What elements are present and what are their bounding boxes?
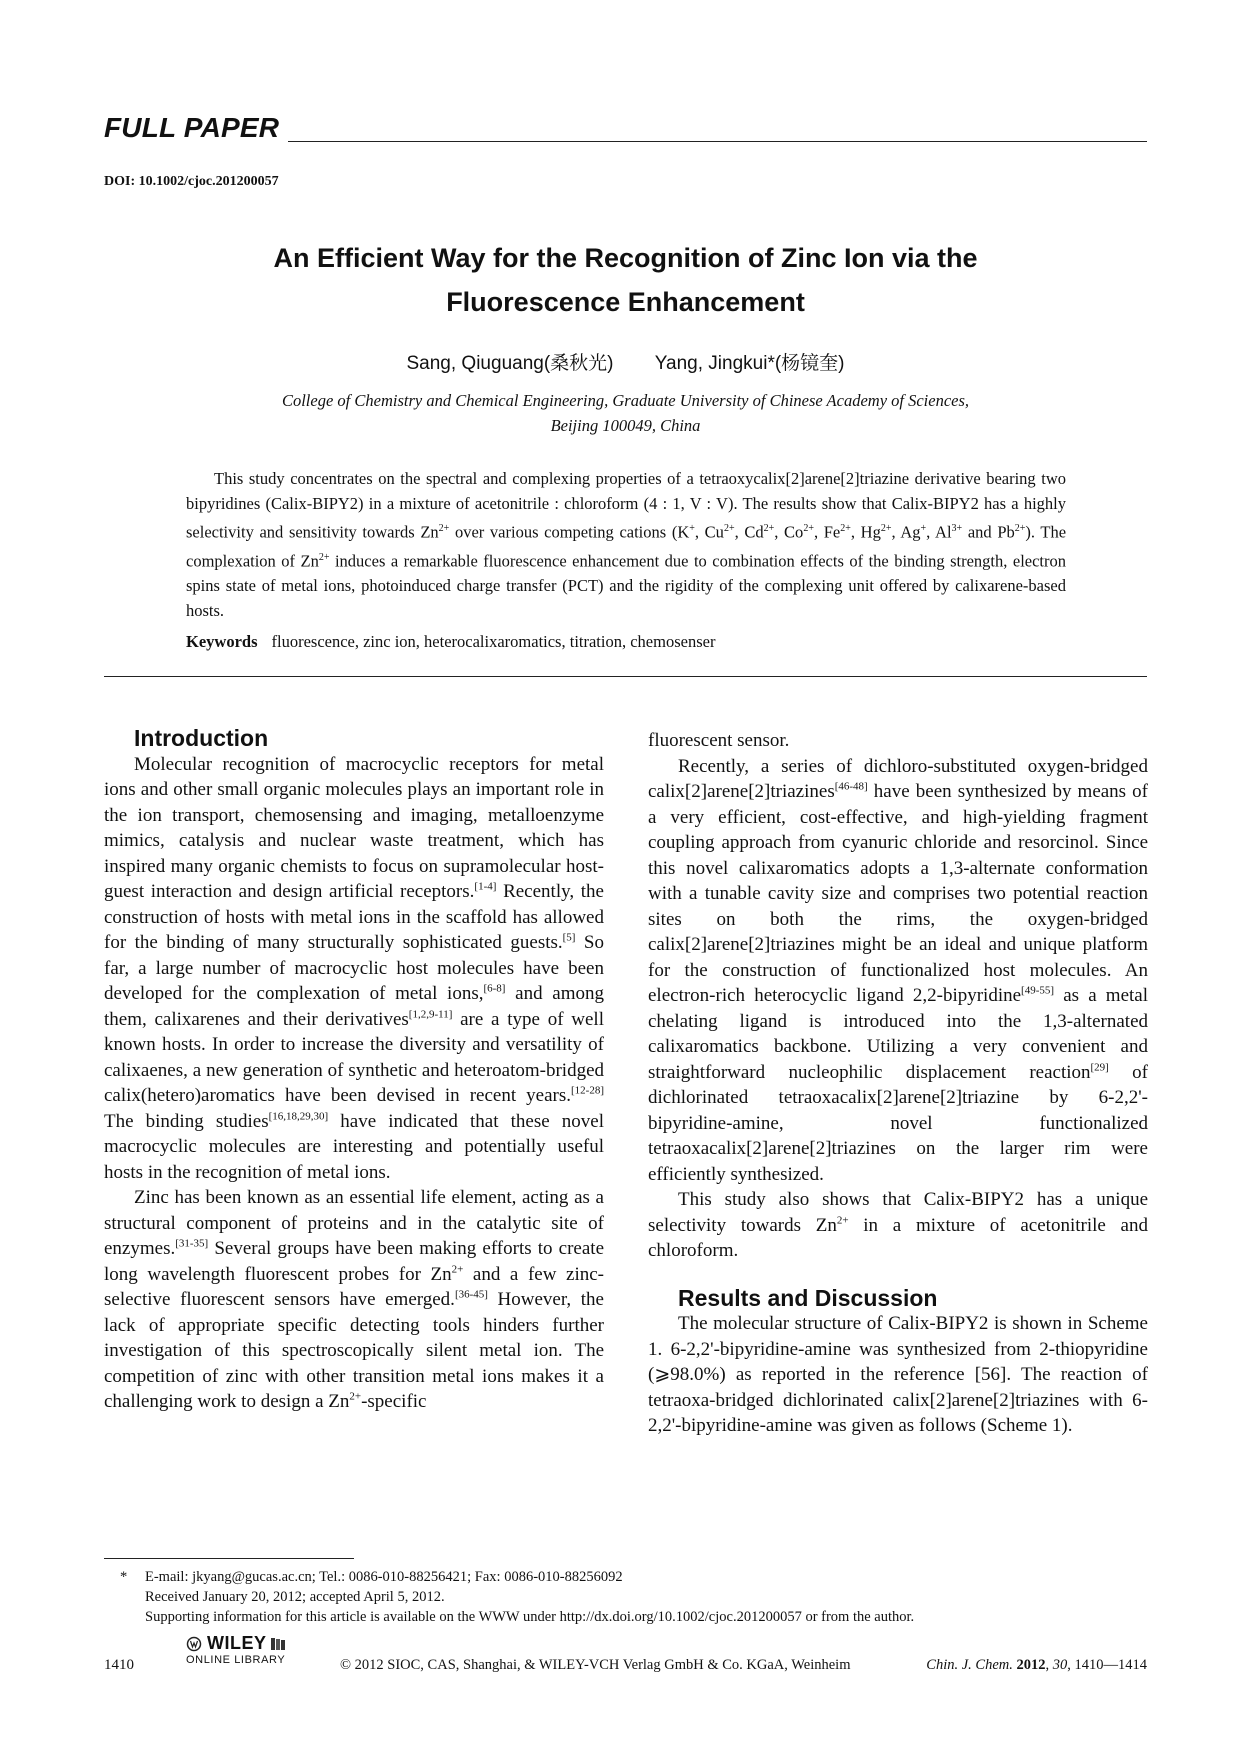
intro-heading: Introduction [134,725,269,751]
results-paragraph-1: The molecular structure of Calix-BIPY2 is shown in Scheme 1. 6-2,2'-bipyridine-amine was synthesized from 2-thiopyridine (⩾98.0%) as reported in the reference [56]. The reaction of tetraoxa-bridged dichlorinated calix[2]arene[2]triazines with 6-2,2'-bipyridine-amine was given as follows (Scheme 1). [648,1313,1148,1436]
paper-title [104,236,1147,324]
section-label: FULL PAPER [104,112,280,143]
authors [104,348,1147,375]
keywords-text: fluorescence, zinc ion, heterocalixaromatics, titration, chemosenser [271,632,716,651]
right-column [648,728,1148,1439]
continued-text: fluorescent sensor. [648,730,790,751]
right-paragraph-2: This study also shows that Calix-BIPY2 has a unique selectivity towards $Zn^{2+}$ in a mixture of acetonitrile and chloroform. [648,1189,1148,1261]
header-rule [288,141,1147,142]
abstract: This study concentrates on the spectral and complexing properties of a tetraoxycalix[2]arene[2]triazine derivative bearing two bipyridines (Calix-BIPY2) in a mixture of acetonitrile : chloroform (4 : 1, V : V). The results show that Calix-BIPY2 has a highly selectivity and sensitivity towards $Zn^{2+}$ over various competing cations (K+, $Cu^{2+}$, $Cd^{2+}$, $Co^{2+}$, $Fe^{2+}$, $Hg^{2+}$, Ag+, $Al^{3+}$ and $Pb^{2+}$). The complexation of $Zn^{2+}$ induces a remarkable fluorescence enhancement due to combination effects of the binding strength, electron spins state of metal ions, photoinduced charge transfer (PCT) and the rigidity of the complexing unit offered by calixarene-based hosts. [186,469,1067,620]
wiley-mark-icon [186,1636,204,1652]
keywords-label: Keywords [186,632,258,651]
intro-paragraph-2: Zinc has been known as an essential life element, acting as a structural component of proteins and in the catalytic site of enzymes.[31-35] Several groups have been making efforts to create long wavelength fluorescent probes for $Zn^{2+}$ and a few zinc-selective fluorescent sensors have emerged.[36-45] However, the lack of appropriate specific detecting tools hinders further investigation of this spectroscopically silent metal ion. The competition of zinc with other transition metal ions makes it a challenging work to design a $Zn^{2+}$-specific [104,1187,604,1412]
results-heading: Results and Discussion [678,1284,938,1311]
footnote-star: * [120,1569,128,1585]
intro-paragraph-1: Molecular recognition of macrocyclic receptors for metal ions and other small organic molecules plays an important role in the ion transport, chemosensing and imaging, metalloenzyme mimics, catalysis and nuclear waste treatment, which has inspired many organic chemists to focus on supramolecular host-guest interaction and design artificial receptors.[1-4] Recently, the construction of hosts with metal ions in the scaffold has allowed for the binding of many structurally sophisticated guests.[5] So far, a large number of macrocyclic host molecules have been developed for the complexation of metal ions,[6-8] and among them, calixarenes and their derivatives[1,2,9-11] are a type of well known hosts. In order to increase the diversity and versatility of calixaenes, a new generation of synthetic and heteroatom-bridged calix(hetero)aromatics have been devised in recent years.[12-28] The binding studies[16,18,29,30] have indicated that these novel macrocyclic molecules are interesting and potentially useful hosts in the recognition of metal ions. [104,753,604,1183]
affiliation [200,388,1051,438]
abstract-divider [104,676,1147,677]
footnote-received: Received January 20, 2012; accepted April 5, 2012. [145,1589,445,1605]
title-line-2: Fluorescence Enhancement [446,287,805,317]
journal-citation: Chin. J. Chem. 2012, 30, 1410—1414 [926,1657,1147,1673]
doi: DOI: 10.1002/cjoc.201200057 [104,174,279,189]
journal-header [104,112,1147,146]
footnote-rule [104,1558,354,1559]
right-paragraph-1: Recently, a series of dichloro-substituted oxygen-bridged calix[2]arene[2]triazines[46-48] have been synthesized by means of a very efficient, cost-effective, and high-yielding fragment coupling approach from cyanuric chloride and resorcinol. Since this novel calixaromatics adopts a 1,3-alternate conformation with a tunable cavity size and comprises two potential reaction sites on both the rims, the oxygen-bridged calix[2]arene[2]triazines might be an ideal and unique platform for the construction of functionalized host molecules. An electron-rich heterocyclic ligand 2,2-bipyridine[49-55] as a metal chelating ligand is introduced into the 1,3-alternated calixaromatics backbone. Utilizing a very convenient and straightforward nucleophilic displacement reaction[29] of dichlorinated tetraoxacalix[2]arene[2]triazine by 6-2,2'-bipyridine-amine, novel functionalized tetraoxacalix[2]arene[2]triazines on the larger rim were efficiently synthesized. [648,755,1149,1185]
footnote-supporting: Supporting information for this article is available on the WWW under http://dx.doi.org/10.1002/cjoc.201200057 or from the author. [145,1609,915,1625]
copyright: © 2012 SIOC, CAS, Shanghai, & WILEY-VCH Verlag GmbH & Co. KGaA, Weinheim [340,1657,851,1673]
footnote-contact: E-mail: jkyang@gucas.ac.cn; Tel.: 0086-010-88256421; Fax: 0086-010-88256092 [145,1569,623,1585]
author-2: Yang, Jingkui*(杨镜奎) [654,353,845,374]
left-column [104,726,604,1415]
keywords [186,632,1066,652]
affiliation-line-1: College of Chemistry and Chemical Engineering, Graduate University of Chinese Academy of Sciences, [281,391,970,410]
affiliation-line-2: Beijing 100049, China [550,416,701,435]
wiley-logo: WILEY ONLINE LIBRARY [186,1633,286,1666]
book-icon [269,1636,287,1652]
page-number: 1410 [104,1657,134,1673]
footnote [120,1567,1140,1627]
author-1: Sang, Qiuguang(桑秋光) [406,353,614,374]
title-line-1: An Efficient Way for the Recognition of Zinc Ion via the [273,243,978,273]
